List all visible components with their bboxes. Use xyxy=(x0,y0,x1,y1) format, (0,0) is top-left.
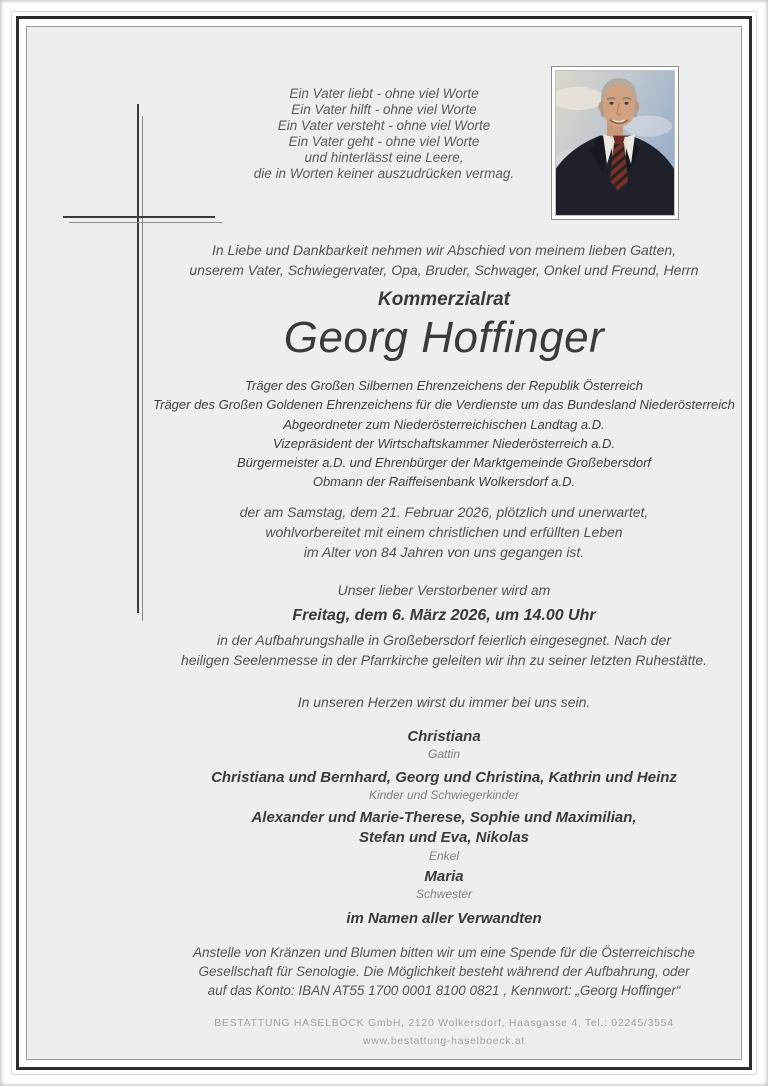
donation-note-line-3: auf das Konto: IBAN AT55 1700 0001 8100 0821 , Kennwort: „Georg Hoffinger“ xyxy=(207,982,681,998)
intro-line-2: unserem Vater, Schwiegervater, Opa, Bruder, Schwager, Onkel und Freund, Herrn xyxy=(189,262,699,278)
obituary-text-column xyxy=(146,0,742,1048)
death-notice-line-1: der am Samstag, dem 21. Februar 2026, plötzlich und unerwartet, xyxy=(239,503,649,520)
deceased-name: Georg Hoffinger xyxy=(283,313,605,362)
mourner-grandchildren-names-2: Stefan und Eva, Nikolas xyxy=(358,828,530,846)
honor-line: Träger des Großen Goldenen Ehrenzeichens für die Verdienste um das Bundesland Niederösterreich xyxy=(153,397,735,413)
poem-line: die in Worten keiner auszudrücken vermag. xyxy=(253,166,515,181)
mourner-sister-name: Maria xyxy=(424,867,464,885)
funeral-lead: Unser lieber Verstorbener wird am xyxy=(337,581,551,598)
poem-line: und hinterlässt eine Leere, xyxy=(304,150,464,165)
funeral-detail-2: heiligen Seelenmesse in der Pfarrkirche geleiten wir ihn zu seiner letzten Ruhestätte. xyxy=(180,651,708,668)
honor-line: Obmann der Raiffeisenbank Wolkersdorf a.D. xyxy=(312,474,576,490)
poem-line: Ein Vater liebt - ohne viel Worte xyxy=(289,86,479,101)
honor-line: Bürgermeister a.D. und Ehrenbürger der Marktgemeinde Großebersdorf xyxy=(236,455,652,471)
honor-line: Vizepräsident der Wirtschaftskammer Niederösterreich a.D. xyxy=(272,435,616,451)
closing-line: im Namen aller Verwandten xyxy=(346,909,542,927)
funeral-home-website: www.bestattung-haselboeck.at xyxy=(362,1034,526,1047)
funeral-datetime: Freitag, dem 6. März 2026, um 14.00 Uhr xyxy=(292,606,596,624)
poem-line: Ein Vater versteht - ohne viel Worte xyxy=(277,118,491,133)
death-notice-line-3: im Alter von 84 Jahren von uns gegangen ist. xyxy=(303,543,585,560)
mourner-children-relation: Kinder und Schwiegerkinder xyxy=(368,787,520,802)
mourner-sister-relation: Schwester xyxy=(415,886,473,901)
poem-line: Ein Vater geht - ohne viel Worte xyxy=(288,134,480,149)
remembrance-line: In unseren Herzen wirst du immer bei uns sein. xyxy=(297,693,591,710)
poem-line: Ein Vater hilft - ohne viel Worte xyxy=(291,102,477,117)
mourner-spouse-name: Christiana xyxy=(407,727,481,745)
mourner-grandchildren-relation: Enkel xyxy=(428,848,460,863)
intro-line-1: In Liebe und Dankbarkeit nehmen wir Abschied von meinem lieben Gatten, xyxy=(211,242,677,258)
donation-note-line-1: Anstelle von Kränzen und Blumen bitten wir um eine Spende für die Österreichische xyxy=(192,944,696,960)
mourner-grandchildren-names-1: Alexander und Marie-Therese, Sophie und Maximilian, xyxy=(251,808,637,826)
mourner-children-names: Christiana und Bernhard, Georg und Christina, Kathrin und Heinz xyxy=(211,768,677,786)
honor-line: Abgeordneter zum Niederösterreichischen Landtag a.D. xyxy=(283,416,605,432)
deceased-honorific: Kommerzialrat xyxy=(378,289,510,310)
cross-vertical-thin xyxy=(142,116,143,621)
honor-line: Träger des Großen Silbernen Ehrenzeichens der Republik Österreich xyxy=(245,378,643,393)
mourner-spouse-relation: Gattin xyxy=(427,746,460,761)
donation-note-line-2: Gesellschaft für Senologie. Die Möglichkeit besteht während der Aufbahrung, oder xyxy=(198,963,690,979)
funeral-detail-1: in der Aufbahrungshalle in Großebersdorf feierlich eingesegnet. Nach der xyxy=(217,631,671,648)
death-notice-line-2: wohlvorbereitet mit einem christlichen und erfüllten Leben xyxy=(265,523,623,540)
funeral-home-info: BESTATTUNG HASELBÖCK GmbH, 2120 Wolkersdorf, Haasgasse 4, Tel.: 02245/3554 xyxy=(214,1016,674,1029)
